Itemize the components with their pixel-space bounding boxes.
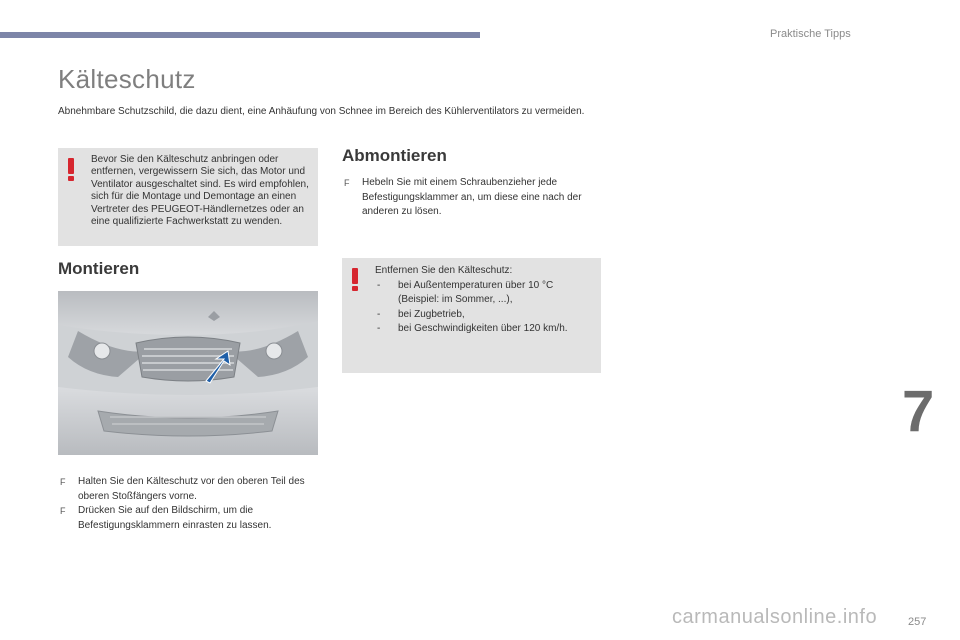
heading-abmontieren: Abmontieren bbox=[342, 146, 447, 165]
watermark: carmanualsonline.info bbox=[672, 606, 878, 628]
intro-paragraph: Abnehmbare Schutzschild, die dazu dient, eine Anhäufung von Schnee im Bereich des Kühlerventilators zu vermeiden. bbox=[58, 106, 585, 117]
bullet-icon: F bbox=[344, 178, 350, 188]
list-item: - bei Zugbetrieb, bbox=[377, 308, 465, 320]
steps-montieren bbox=[58, 475, 320, 533]
list-item: F Hebeln Sie mit einem Schraubenzieher jede Befestigungsklammer an, um diese eine nach der anderen zu lösen. bbox=[344, 177, 582, 217]
bullet-icon: F bbox=[60, 506, 66, 516]
exclamation-icon bbox=[66, 158, 76, 180]
warning-text bbox=[375, 264, 593, 337]
page-number: 257 bbox=[908, 616, 927, 628]
list-item: - bei Außentemperaturen über 10 °C (Beispiel: im Sommer, ...), bbox=[377, 279, 554, 305]
list-item: - bei Geschwindigkeiten über 120 km/h. bbox=[377, 323, 568, 334]
list-item: F Halten Sie den Kälteschutz vor den oberen Teil des oberen Stoßfängers vorne. bbox=[60, 476, 305, 502]
warning-box-top bbox=[58, 148, 318, 246]
warning-intro: Entfernen Sie den Kälteschutz: bbox=[375, 265, 513, 276]
exclamation-icon bbox=[350, 268, 360, 290]
section-header: Praktische Tipps bbox=[770, 28, 851, 40]
bullet-icon: F bbox=[60, 477, 66, 487]
list-item: F Drücken Sie auf den Bildschirm, um die Befestigungsklammern einrasten zu lassen. bbox=[60, 505, 272, 531]
top-accent-bar bbox=[0, 32, 480, 38]
chapter-number: 7 bbox=[902, 379, 935, 444]
warning-text: Bevor Sie den Kälteschutz anbringen oder entfernen, vergewissern Sie sich, das Motor und Ventilator ausgeschaltet sind. Es wird empfohlen, sich für die Montage und Demontage an einen Vertreter des PEUGEOT-Händlernetzes oder an eine qualifizierte Fachwerkstatt zu wenden. bbox=[91, 154, 309, 228]
warning-box-side bbox=[342, 258, 601, 373]
heading-montieren: Montieren bbox=[58, 259, 140, 278]
page-title: Kälteschutz bbox=[58, 64, 196, 94]
steps-abmontieren bbox=[342, 176, 604, 220]
car-front-image bbox=[58, 291, 318, 455]
condition-list bbox=[375, 279, 593, 337]
